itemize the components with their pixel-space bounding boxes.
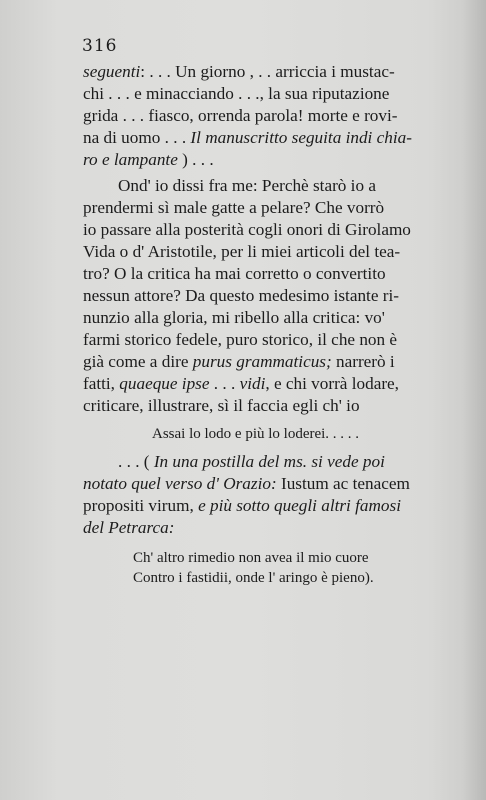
verse-line: Contro i fastidii, onde l' aringo è pieno). bbox=[133, 570, 374, 586]
text-line: tro? O la critica ha mai corretto o convertito bbox=[83, 264, 386, 283]
text-line: na di uomo . . . Il manuscritto seguita indi chia- bbox=[83, 128, 412, 147]
page-number: 316 bbox=[82, 36, 118, 56]
text-line: farmi storico fedele, puro storico, il che non è bbox=[83, 330, 398, 349]
text-line: prendermi sì male gatte a pelare? Che vorrò bbox=[83, 198, 385, 217]
text-line: ro e lampante ) . . . bbox=[83, 150, 214, 169]
text-line: Ond' io dissi fra me: Perchè starò io a bbox=[118, 176, 376, 195]
text-line: chi . . . e minacciando . . ., la sua riputazione bbox=[83, 84, 390, 103]
text-line: già come a dire purus grammaticus; narrerò i bbox=[83, 352, 395, 371]
text-line: criticare, illustrare, sì il faccia egli ch' io bbox=[83, 396, 360, 415]
verse-line: Assai lo lodo e più lo loderei. . . . . bbox=[152, 426, 360, 442]
page-edge-shadow bbox=[462, 0, 486, 800]
text-line: grida . . . fiasco, orrenda parola! morte e rovi- bbox=[83, 106, 398, 125]
text-line: nessun attore? Da questo medesimo istante ri- bbox=[83, 286, 399, 305]
text-line: fatti, quaeque ipse . . . vidi, e chi vorrà lodare, bbox=[83, 374, 399, 393]
text-line: seguenti: . . . Un giorno , . . arriccia i mustac- bbox=[83, 62, 395, 81]
text-line: propositi virum, e più sotto quegli altri famosi bbox=[83, 496, 401, 515]
text-line: notato quel verso d' Orazio: Iustum ac tenacem bbox=[83, 474, 410, 493]
text-line: Vida o d' Aristotile, per li miei articoli del tea- bbox=[83, 242, 401, 261]
text-line: io passare alla posterità cogli onori di Girolamo bbox=[83, 220, 411, 239]
verse-line: Ch' altro rimedio non avea il mio cuore bbox=[133, 550, 369, 566]
text-line: del Petrarca: bbox=[83, 518, 175, 537]
text-line: nunzio alla gloria, mi ribello alla critica: vo' bbox=[83, 308, 385, 327]
text-line: . . . ( In una postilla del ms. si vede poi bbox=[118, 452, 385, 471]
